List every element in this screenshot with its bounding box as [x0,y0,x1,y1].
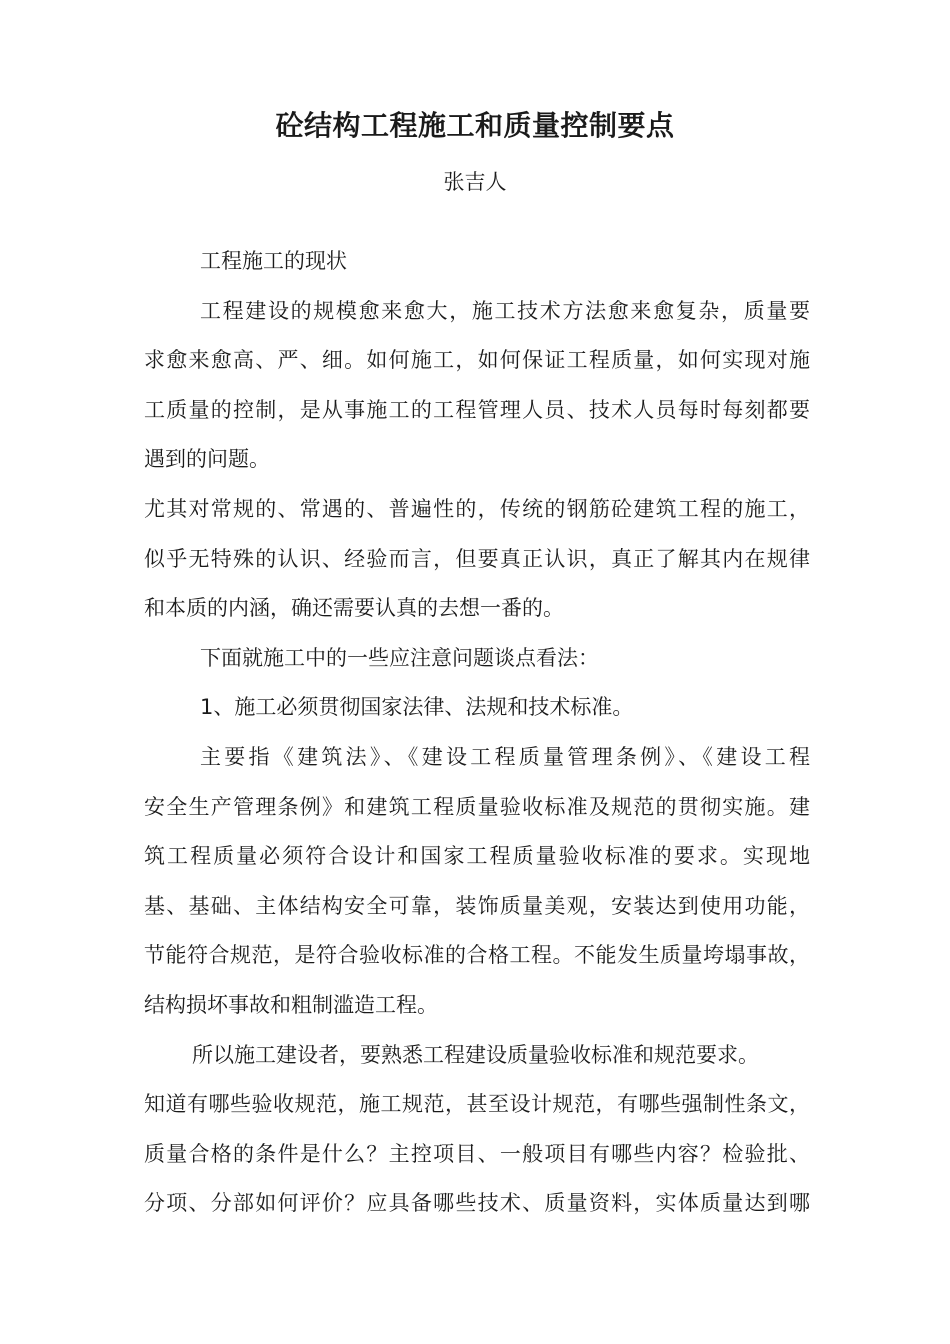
paragraph-line: 安全生产管理条例》和建筑工程质量验收标准及规范的贯彻实施。建 [144,794,810,819]
paragraph-line: 工质量的控制，是从事施工的工程管理人员、技术人员每时每刻都要 [144,397,810,422]
document-author: 张吉人 [443,170,507,194]
paragraph-line: 主要指《建筑法》、《建设工程质量管理条例》、《建设工程 [200,744,810,769]
paragraph-line: 工程建设的规模愈来愈大，施工技术方法愈来愈复杂，质量要 [200,298,810,323]
numbered-item: 1、施工必须贯彻国家法律、法规和技术标准。 [200,695,634,720]
document-title: 砼结构工程施工和质量控制要点 [275,109,675,142]
document-body [144,237,810,1229]
paragraph-line: 似乎无特殊的认识、经验而言，但要真正认识，真正了解其内在规律 [144,546,810,571]
paragraph-line: 尤其对常规的、常遇的、普遍性的，传统的钢筋砼建筑工程的施工， [144,496,810,521]
paragraph-line: 结构损坏事故和粗制滥造工程。 [144,992,438,1017]
paragraph-line: 求愈来愈高、严、细。如何施工，如何保证工程质量，如何实现对施 [144,348,810,373]
paragraph-line: 节能符合规范，是符合验收标准的合格工程。不能发生质量垮塌事故， [144,943,810,968]
paragraph-line: 所以施工建设者，要熟悉工程建设质量验收标准和规范要求。 [192,1042,759,1067]
section-heading: 工程施工的现状 [200,249,347,273]
paragraph-line: 和本质的内涵，确还需要认真的去想一番的。 [144,596,564,621]
paragraph-line: 质量合格的条件是什么？主控项目、一般项目有哪些内容？检验批、 [144,1141,810,1166]
paragraph-line: 基、基础、主体结构安全可靠，装饰质量美观，安装达到使用功能， [144,893,810,918]
paragraph-line: 筑工程质量必须符合设计和国家工程质量验收标准的要求。实现地 [144,844,810,869]
paragraph-line: 下面就施工中的一些应注意问题谈点看法： [200,645,599,670]
paragraph-line: 知道有哪些验收规范，施工规范，甚至设计规范，有哪些强制性条文， [144,1092,810,1117]
paragraph-line: 遇到的问题。 [144,447,270,472]
paragraph-line: 分项、分部如何评价？应具备哪些技术、质量资料，实体质量达到哪 [144,1191,810,1216]
